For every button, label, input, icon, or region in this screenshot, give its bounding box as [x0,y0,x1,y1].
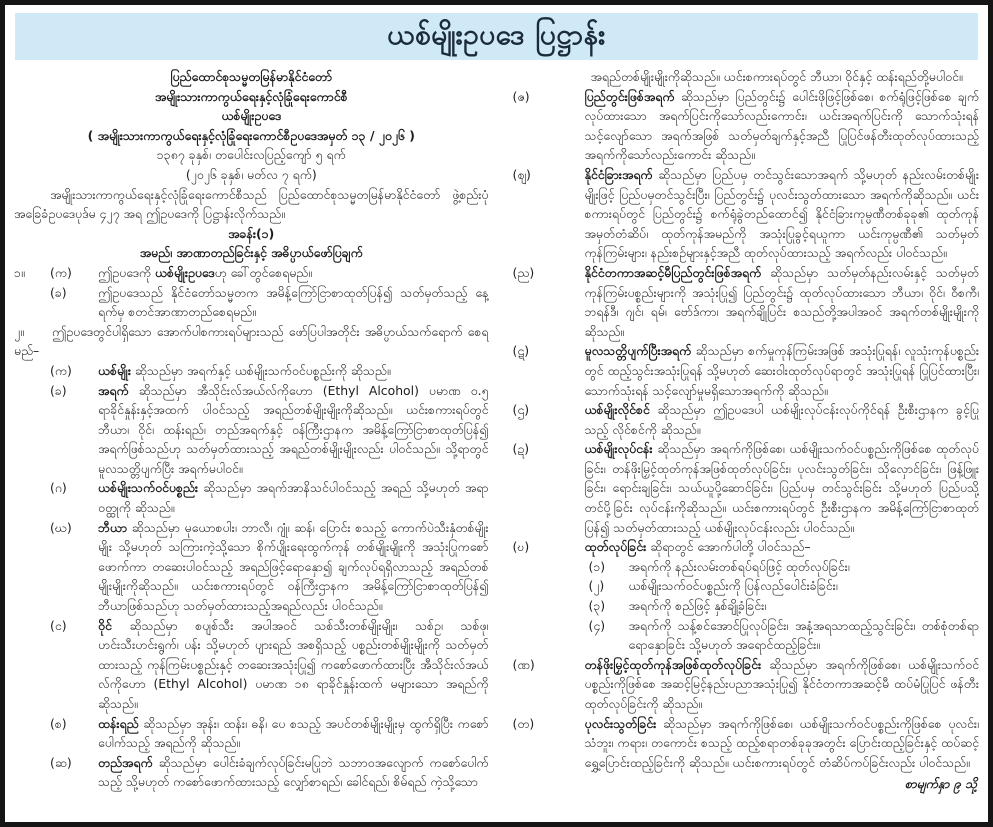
subitem-label: (၂) [588,578,605,594]
run-text: ဆိုသည်မှာ အရက်ကိုဖြစ်စေ၊ ယစ်မျိုးသက်ဝင်ပစ္စည်းကိုဖြစ်စေ ပုလင်း၊ သံဘူး၊ ကရား၊ တကောင်း စသည့် ထည့်စရာတစ်ခုခုအတွင်း ပြောင်းထည့်ခြင်းနှင့် ထပ်ဆင့် ရွှေ့ပြောင်းထည့်ခြင်းကို ဆိုသည်။ ယင်းစကားရပ်တွင် တံဆိပ်ကပ်ခြင်းလည်း ပါဝင်သည်။ [584,715,979,770]
run-text: ဆိုသည်မှာ သတ်မှတ်နည်းလမ်းနှင့် သတ်မှတ် ကုန်ကြမ်းပစ္စည်းများကို အသုံးပြု၍ ပြည်တွင်း၌ ထုတ်လုပ်ထားသော ဘီယာ၊ ဝိုင်၊ ဝီစကီ၊ ဘရန်ဒီ၊ ဂျင်၊ ရမ်၊ ဗော်ဒ်ကာ၊ အရက်ချိုပြင်း စသည်တို့အပါအဝင် အရက်တစ်မျိုးမျိုးကို ဆိုသည်။ [584,264,979,339]
item-number [14,361,50,381]
subitem-text: အရက်ကို စည်ဖြင့် နှစ်ချို့ခံခြင်း၊ [628,598,767,614]
item-text [585,537,980,557]
item-number [14,753,50,792]
defined-term: ယစ်မျိုးလုပ်ငန်း [584,441,653,457]
run-text: ဆိုသည်မှာ အုန်း၊ ထန်း၊ ဓနိ၊ ပေ စသည့် အပင်တစ်မျိုးမျိုးမှ ထွက်ရှိပြီး ကစော်ပေါက်သည့် အရည်ကို ဆိုသည်။ [98,715,489,751]
section-number-paragraph [14,322,489,361]
run-text: ဤဥပဒေကို [98,264,155,280]
law-item [14,263,489,283]
item-number [14,714,50,753]
item-label: (ဍ) [512,441,530,457]
item-label: (ခ) [50,382,67,398]
item-label: (ဂ) [50,480,67,496]
subitem-text: ယစ်မျိုးသက်ဝင်ပစ္စည်းကို ပြန်လည်ပေါင်းခံခြင်း၊ [628,578,838,594]
item-text [585,87,980,165]
defined-term: ယစ်မျိုး [98,362,131,378]
law-item [505,341,980,400]
item-label: (ဃ) [50,519,72,535]
law-item [505,714,980,773]
law-item [505,87,980,165]
law-subitem [589,596,980,616]
run-text: ဆိုသည်မှာ အရက်ကိုဖြစ်စေ၊ ယစ်မျိုးသက်ဝင် ပစ္စည်းကိုဖြစ်စေ အဆင့်မြင့်နည်းပညာအသုံးပြု၍ နိုင်ငံတကာအဆင့်မီ ထပ်မံပြုပြင် ဖန်တီးထုတ်လုပ်ခြင်းကို ဆိုသည်။ [584,656,979,711]
page-reference: စာမျက်နှာ ၉ သို့ [904,776,977,792]
subitem-text: အရက်ကို သန့်စင်အောင်ပြုလုပ်ခြင်း၊ အနံ့အရသာထည့်သွင်းခြင်း၊ တစ်စုံတစ်ရာ ရောနှောခြင်း သို့မဟုတ် အရောင်ထည့်ခြင်း။ [628,617,979,653]
run-text: ဆိုသည်မှာ ပေါင်းခံချက်လုပ်ခြင်းမပြုဘဲ သဘာဝအလျောက် ကစော်ပေါက်သည့် သို့မဟုတ် ကစော်ဖောက်ထားသည့် လျှော်စာရည်၊ ခေါင်ရည်၊ စိမ်ရည် ကဲ့သို့သော [98,754,489,790]
law-item [505,263,980,341]
defined-term: ယစ်မျိုးသက်ဝင်ပစ္စည်း [98,480,199,496]
item-text [98,714,489,753]
subitem-label: (၄) [588,617,606,633]
law-item [505,655,980,714]
page-title: ယစ်မျိုးဥပဒေ ပြဋ္ဌာန်း [387,17,606,51]
run-text: ဆိုသည်မှာ အီသိုင်းလ်အယ်လ်ကိုဟော (Ethyl Alcohol) ပမာဏ ၀.၅ ရာခိုင်နှုန်းနှင့်အထက် ပါဝင်သည့် အရည်တစ်မျိုးမျိုးကိုဆိုသည်။ ယင်းစကားရပ်တွင် ဘီယာ၊ ဝိုင်၊ ထန်းရည်၊ တည်အရက်နှင့် ဝန်ကြီးဌာနက အမိန့်ကြော်ငြာစာထုတ်ပြန်၍ အရက်ဖြစ်သည်ဟု သတ်မှတ်ထားသည့် အရည်တစ်မျိုးမျိုးလည်း ပါဝင်သည်။ သို့ရာတွင် မူလသတ္တိပျက်ပြီး အရက်မပါဝင်။ [98,382,489,476]
header-banner [15,13,978,60]
law-item [14,616,489,714]
defined-term: နိုင်ငံခြားအရက် [584,166,653,182]
item-label: (ဎ) [512,539,530,555]
item-number: ၁။ [14,264,25,280]
item-text [585,655,980,714]
defined-term: တန်ဖိုးမြှင့်ထုတ်ကုန်အဖြစ်ထုတ်လုပ်ခြင်း [584,656,762,672]
run-text: ဆိုသည်မှာ ပြည်ပမှ တင်သွင်းသောအရက် သို့မဟုတ် နည်းလမ်းတစ်မျိုးမျိုးဖြင့် ပြည်ပမှတင်သွင်းပြီး၊ ပြည်တွင်း၌ ပုလင်းသွတ်ထားသော အရက်ကိုဆိုသည်။ ယင်းစကားရပ်တွင် ပြည်တွင်း၌ စက်ရုံခွဲတည်ထောင်၍ နိုင်ငံခြားကုမ္ပဏီတစ်ခုခု၏ ထုတ်ကုန်အမှတ်တံဆိပ်၊ ထုတ်ကုန်အမည်ကို အသုံးပြုခွင့်ရယူကာ ယင်းကုမ္ပဏီ၏ သတ်မှတ် ကုန်ကြမ်းများ၊ နည်းစဉ်များနှင့်အညီ ထုတ်လုပ်ထားသည့် အရက်လည်း ပါဝင်သည်။ [584,166,979,261]
right-column [505,67,980,819]
run-text: ဆိုသည်မှာ ပြည်တွင်း၌ ပေါင်းဖိုဖြင့်ဖြစ်စေ၊ စက်ရုံဖြင့်ဖြစ်စေ ချက်လုပ်ထားသော အရက်ပြင်းကိုသော်လည်းကောင်း၊ ယင်းအရက်ပြင်းကို သောက်သုံးရန် သင့်လျော်သော အရက်အဖြစ် သတ်မှတ်ချက်နှင့်အညီ ပြုပြင်ဖန်တီးထုတ်လုပ်ထားသည့် အရက်ကိုသော်လည်းကောင်း ဆိုသည်။ [584,88,979,163]
run-text: ဆိုရာတွင် အောက်ပါတို့ ပါဝင်သည်– [646,539,811,555]
defined-term: ဝိုင် [98,617,112,633]
centered-heading: (၂၀၂၆ ခုနှစ်၊ မတ်လ ၇ ရက်) [185,166,317,182]
run-text: ဆိုသည်မှာ စပျစ်သီး အပါအဝင် သစ်သီးတစ်မျိုးမျိုး၊ သစ်ဥ၊ သစ်ဖု၊ ဟင်းသီးဟင်းရွက်၊ ပန်း သို့မဟုတ် ပျားရည် အစရှိသည့် ပစ္စည်းတစ်မျိုးမျိုးကို သတ်မှတ်ထားသည့် ကုန်ကြမ်းပစ္စည်းနှင့် တဆေးအသုံးပြု၍ ကစော်ဖောက်ထားပြီး အီသိုင်းလ်အယ်လ်ကိုဟော (Ethyl Alcohol) ပမာဏ ၁၈ ရာခိုင်နှုန်းထက် မများသော အရည်ကို ဆိုသည်။ [98,617,489,711]
run-text: ဟု ခေါ်တွင်စေရမည်။ [214,264,313,280]
defined-term: ဘီယာ [98,519,128,535]
law-item [505,400,980,439]
law-item [14,283,489,322]
subitem-text: အရက်ကို နည်းလမ်းတစ်ရပ်ရပ်ဖြင့် ထုတ်လုပ်ခြင်း၊ [628,558,850,574]
run-text: ဤဥပဒေသည် နိုင်ငံတော်သမ္မတက အမိန့်ကြော်ငြာစာထုတ်ပြန်၍ သတ်မှတ်သည့် နေ့ရက်မှ စတင်အာဏာတည်စေရမည်။ [98,284,489,320]
item-text [98,478,489,517]
item-label: (ည) [512,264,535,280]
defined-term: ထန်းရည် [98,715,139,731]
item-text [585,439,980,537]
subitem-label: (၁) [588,558,606,574]
run-text: ဆိုသည်မှာ စက်မှုကုန်ကြမ်းအဖြစ် အသုံးပြုရန်၊ လူသုံးကုန်ပစ္စည်းတွင် ထည့်သွင်းအသုံးပြုရန် သို့မဟုတ် ဆေးဝါးထုတ်လုပ်ရာတွင် အသုံးပြုရန် ပြုပြင်ထားပြီး၊ သောက်သုံးရန် သင့်လျော်မှုမရှိသောအရက်ကို ဆိုသည်။ [584,343,979,398]
left-column [14,67,489,819]
item-label: (ခ) [50,284,67,300]
item-number [14,381,50,479]
item-label: (ဇ) [512,88,530,104]
item-text [98,283,489,322]
centered-heading: ယစ်မျိုးဥပဒေ [221,108,282,124]
item-text [585,165,980,263]
item-label: (င) [50,617,67,633]
defined-term: ပြည်တွင်းဖြစ်အရက် [584,88,675,104]
law-item [14,381,489,479]
centered-heading: အမည်၊ အာဏာတည်ခြင်းနှင့် အဓိပ္ပာယ်ဖော်ပြချက် [139,245,363,261]
defined-term: မူလသတ္တိပျက်ပြီးအရက် [584,343,692,359]
subitem-label: (၃) [588,598,606,614]
item-text [585,400,980,439]
preamble-paragraph: အမျိုးသားကာကွယ်ရေးနှင့်လုံခြုံရေးကောင်စီသည် ပြည်ထောင်စုသမ္မတမြန်မာနိုင်ငံတော် ဖွဲ့စည်းပုံ အခြေခံဥပဒေပုဒ်မ ၄၂၇ အရ ဤဥပဒေကို ပြဋ္ဌာန်းလိုက်သည်။ [14,186,489,222]
item-label: (က) [50,264,72,280]
law-subitem [589,557,980,577]
run-text: ဆိုသည်မှာ ဤဥပဒေပါ ယစ်မျိုးလုပ်ငန်းလုပ်ကိုင်ရန် ဦးစီးဌာနက ခွင့်ပြုသည့် လိုင်စင်ကို ဆိုသည်။ [584,402,979,437]
defined-term: ယစ်မျိုးလိုင်စင် [584,402,650,418]
section-text: ဤဥပဒေတွင်ပါရှိသော အောက်ပါစကားရပ်များသည် ဖော်ပြပါအတိုင်း အဓိပ္ပာယ်သက်ရောက် စေရမည်– [14,323,489,359]
law-item [14,714,489,753]
item-text [98,361,489,381]
centered-heading: ( အမျိုးသားကာကွယ်ရေးနှင့်လုံခြုံရေးကောင်စီဥပဒေအမှတ် ၁၃ / ၂၀၂၆ ) [87,127,415,143]
law-subitem [589,576,980,596]
item-number [14,518,50,616]
item-text [98,616,489,714]
centered-heading: ၁၃၈၇ ခုနှစ်၊ တပေါင်းလပြည့်ကျော် ၅ ရက် [156,147,346,163]
law-item [505,537,980,557]
defined-term: တည်အရက် [98,754,153,770]
item-number [14,283,50,322]
law-item [14,361,489,381]
item-text [98,753,489,792]
defined-term: နိုင်ငံတကာအဆင့်မီပြည်တွင်းဖြစ်အရက် [584,264,762,280]
item-text [585,263,980,341]
defined-term: အရက် [98,382,129,398]
law-item [505,439,980,537]
item-label: (ဋ) [512,343,530,359]
item-number [14,478,50,517]
item-text [98,381,489,479]
item-text [585,714,980,773]
centered-heading: အခန်း(၁) [228,225,275,241]
item-text [98,263,489,283]
item-label: (စ) [50,715,67,731]
law-subitem [589,616,980,655]
continuation-paragraph: အရည်တစ်မျိုးမျိုးကိုဆိုသည်။ ယင်းစကားရပ်တွင် ဘီယာ၊ ဝိုင်နှင့် ထန်းရည်တို့မပါဝင်။ [590,69,963,84]
section-number: ၂။ [14,323,24,339]
defined-term: ထုတ်လုပ်ခြင်း [584,539,647,555]
run-text: ဆိုသည်မှာ အရက်နှင့် ယစ်မျိုးသက်ဝင်ပစ္စည်းကို ဆိုသည်။ [130,362,391,378]
item-label: (ဈ) [512,166,531,182]
centered-heading: အမျိုးသားကာကွယ်ရေးနှင့်လုံခြုံရေးကောင်စီ [154,88,348,104]
item-label: (က) [50,362,72,378]
item-number [14,616,50,714]
item-text [98,518,489,616]
defined-term: ပုလင်းသွတ်ခြင်း [584,715,657,731]
run-text: ဆိုသည်မှာ မုယောစပါး၊ ဘာလီ၊ ဂျုံ၊ ဆန်၊ ပြောင်း စသည့် ကောက်ပဲသီးနှံတစ်မျိုးမျိုး သို့မဟုတ် သကြားကဲ့သို့သော စိုက်ပျိုးရေးထွက်ကုန် တစ်မျိုးမျိုးကို အသုံးပြုကစော်ဖောက်ကာ တဆေးပါဝင်သည့် အရည်ဖြင့်ရောနှော၍ ချက်လုပ်ရရှိလာသည့် အရည်တစ်မျိုးမျိုးကိုဆိုသည်။ ယင်းစကားရပ်တွင် ဝန်ကြီးဌာနက အမိန့်ကြော်ငြာစာထုတ်ပြန်၍ ဘီယာဖြစ်သည်ဟု သတ်မှတ်ထားသည့်အရည်လည်း ပါဝင်သည်။ [98,519,489,614]
item-label: (တ) [512,715,535,731]
item-label: (ဏ) [512,656,535,672]
run-text: ဆိုသည်မှာ အရက်အာနိသင်ပါဝင်သည့် အရည် သို့မဟုတ် အရာဝတ္ထုကို ဆိုသည်။ [98,480,489,516]
centered-heading: ပြည်ထောင်စုသမ္မတမြန်မာနိုင်ငံတော် [170,69,333,84]
defined-term: ယစ်မျိုးဥပဒေ [155,264,215,280]
item-label: (ဆ) [50,754,72,770]
law-item [14,478,489,517]
item-text [585,341,980,400]
run-text: ဆိုသည်မှာ အရက်ကိုဖြစ်စေ၊ ယစ်မျိုးသက်ဝင်ပစ္စည်းကိုဖြစ်စေ ထုတ်လုပ်ခြင်း၊ တန်ဖိုးမြှင့်ထုတ်ကုန်အဖြစ်ထုတ်လုပ်ခြင်း၊ ပုလင်းသွတ်ခြင်း၊ သိုလှောင်ခြင်း၊ ဖြန့်ဖြူးခြင်း၊ ရောင်းချခြင်း၊ သယ်ယူပို့ဆောင်ခြင်း၊ ပြည်ပမှ တင်သွင်းခြင်း သို့မဟုတ် ပြည်ပသို့ တင်ပို့ခြင်း လုပ်ငန်းကိုဆိုသည်။ ယင်းစကားရပ်တွင် ဦးစီးဌာနက အမိန့်ကြော်ငြာစာထုတ်ပြန်၍ သတ်မှတ်ထားသည့် ယစ်မျိုးလုပ်ငန်းလည်း ပါဝင်သည်။ [584,441,979,535]
two-column-body [14,67,979,819]
law-item [14,518,489,616]
law-item [14,753,489,792]
law-item [505,165,980,263]
item-label: (ဌ) [512,402,530,418]
